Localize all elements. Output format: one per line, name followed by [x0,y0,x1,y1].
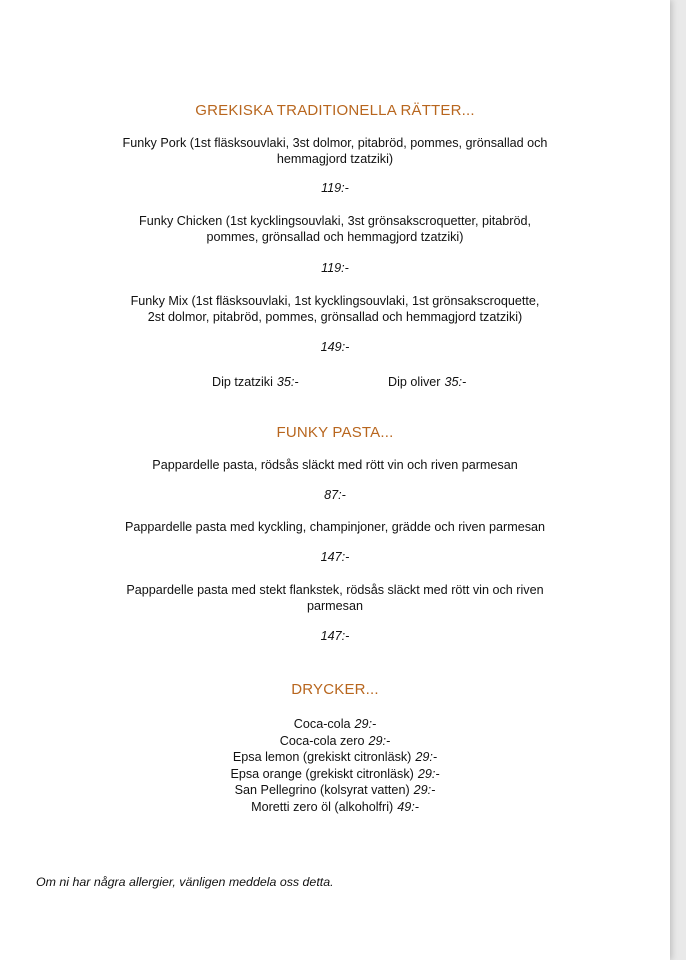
dip-price: 35:- [276,375,299,389]
drinks-heading: DRYCKER... [291,681,379,698]
description-line: Pappardelle pasta med kyckling, champinjoner, grädde och riven parmesan [124,520,546,534]
drinks-list [0,716,670,815]
description-line: Pappardelle pasta, rödsås släckt med rött vin och riven parmesan [152,458,518,472]
menu-item-price: 147:- [320,629,350,643]
menu-item-description [0,582,670,614]
drink-item [0,799,670,816]
description-line: Funky Mix (1st fläsksouvlaki, 1st kycklingsouvlaki, 1st grönsakscroquette, [130,294,540,308]
dip-name: Dip oliver [388,375,441,389]
drink-item [0,766,670,783]
dip-item [388,375,466,389]
menu-item-description [0,457,670,473]
drink-price: 29:- [415,750,438,764]
menu-item-description [0,519,670,535]
description-line: 2st dolmor, pitabröd, pommes, grönsallad och hemmagjord tzatziki) [147,310,523,324]
pasta-heading: FUNKY PASTA... [276,424,394,441]
greek-heading: GREKISKA TRADITIONELLA RÄTTER... [195,102,475,119]
drink-name: Moretti zero öl (alkoholfri) [251,799,394,814]
dip-price: 35:- [444,375,467,389]
drink-item [0,782,670,799]
drink-price: 29:- [354,717,377,731]
allergy-note: Om ni har några allergier, vänligen meddela oss detta. [36,875,334,889]
drink-item [0,716,670,733]
drink-price: 29:- [417,766,440,781]
drink-name: Coca-cola zero [279,733,365,748]
drink-price: 29:- [368,733,391,748]
drink-name: San Pellegrino (kolsyrat vatten) [234,783,410,797]
description-line: parmesan [306,599,363,613]
drink-name: Epsa orange (grekiskt citronläsk) [230,766,414,781]
description-line: pommes, grönsallad och hemmagjord tzatziki) [206,230,464,244]
menu-item-price: 119:- [321,261,349,275]
description-line: Funky Pork (1st fläsksouvlaki, 3st dolmor, pitabröd, pommes, grönsallad och [122,136,548,150]
drink-name: Coca-cola [293,717,351,731]
menu-item-price: 149:- [320,340,350,354]
drink-name: Epsa lemon (grekiskt citronläsk) [232,750,412,764]
menu-item-description [0,213,670,245]
menu-item-price: 147:- [320,550,350,564]
menu-item-description [0,293,670,325]
menu-item-description [0,135,670,167]
menu-item-price: 119:- [321,181,349,195]
description-line: hemmagjord tzatziki) [276,152,394,166]
drink-item [0,749,670,766]
drink-item [0,733,670,750]
drink-price: 49:- [397,799,419,814]
menu-item-price: 87:- [324,488,346,502]
dip-item [212,375,299,389]
dip-name: Dip tzatziki [212,375,273,389]
description-line: Pappardelle pasta med stekt flankstek, rödsås släckt med rött vin och riven [126,583,544,597]
description-line: Funky Chicken (1st kycklingsouvlaki, 3st grönsakscroquetter, pitabröd, [139,214,531,228]
drink-price: 29:- [413,783,436,797]
